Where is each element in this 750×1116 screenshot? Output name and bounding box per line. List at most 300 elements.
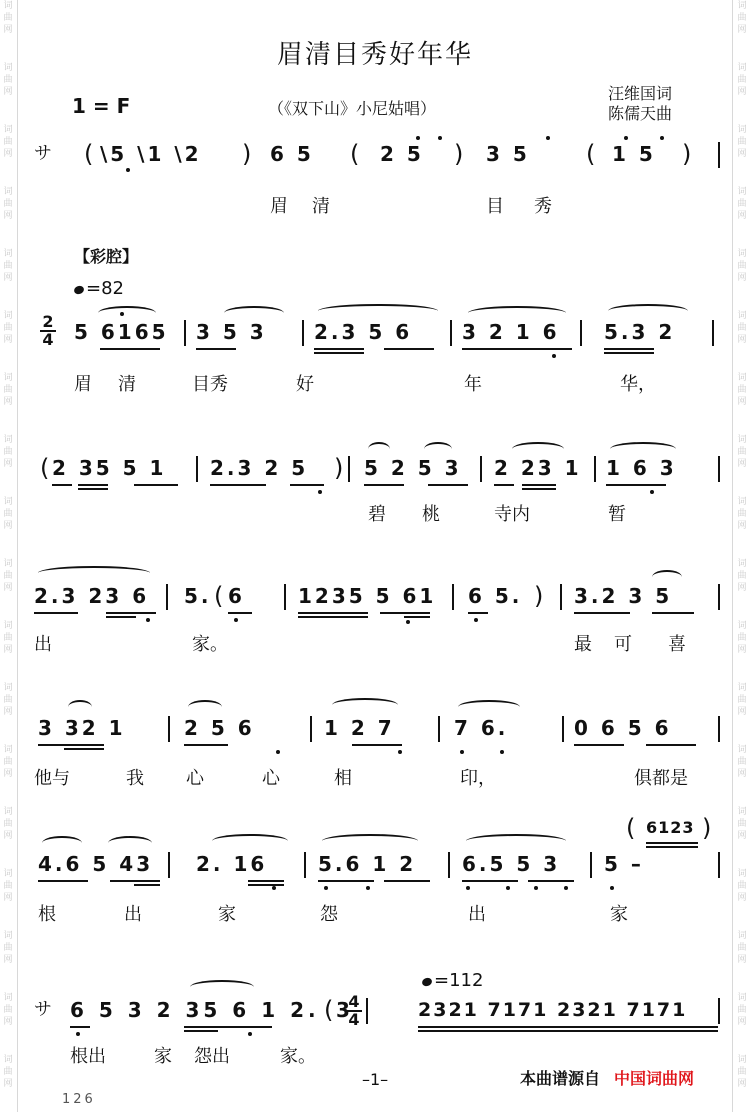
watermark-char: 网 xyxy=(3,707,13,717)
watermark-char: 词 xyxy=(737,559,747,569)
measure: 1 5 xyxy=(612,142,656,166)
watermark-char: 词 xyxy=(737,807,747,817)
slur xyxy=(190,980,254,994)
watermark-char: 网 xyxy=(3,273,13,283)
underline xyxy=(248,884,284,886)
watermark-char: 词 xyxy=(3,807,13,817)
slur xyxy=(466,834,566,848)
watermark-char: 词 xyxy=(737,621,747,631)
underline xyxy=(78,484,108,486)
measure: 2 23 1 xyxy=(494,456,582,480)
barline xyxy=(594,456,596,482)
underline xyxy=(34,612,78,614)
measure: 3.2 3 5 xyxy=(574,584,673,608)
lyric: 家。 xyxy=(280,1046,316,1067)
high-dot xyxy=(416,136,420,140)
song-title: 眉清目秀好年华 xyxy=(276,40,473,70)
underline xyxy=(462,880,518,882)
watermark-char: 词 xyxy=(3,993,13,1003)
measure: 5.3 2 xyxy=(604,320,676,344)
watermark-char: 曲 xyxy=(737,385,747,395)
measure: 5 2 5 3 xyxy=(364,456,462,480)
watermark-char: 曲 xyxy=(737,819,747,829)
right-margin-line xyxy=(732,0,733,1112)
barline xyxy=(712,320,714,346)
left-watermark xyxy=(0,0,16,1116)
underline xyxy=(462,348,572,350)
barline xyxy=(718,584,720,610)
barline xyxy=(718,456,720,482)
lyrics-line-4 xyxy=(34,630,724,656)
barline xyxy=(168,852,170,878)
barline xyxy=(366,998,368,1024)
lyric: 最 xyxy=(574,634,592,655)
watermark-char: 网 xyxy=(737,707,747,717)
watermark-char: 网 xyxy=(737,397,747,407)
lyric: 根 xyxy=(38,904,56,925)
measure: 7 6. xyxy=(454,716,509,740)
underline xyxy=(196,348,236,350)
watermark-char: 曲 xyxy=(3,571,13,581)
low-dot xyxy=(76,1032,80,1036)
watermark-char: 曲 xyxy=(737,881,747,891)
underline xyxy=(110,880,160,882)
measure: 6 5. xyxy=(468,584,523,608)
barline xyxy=(284,584,286,610)
open-paren: ( xyxy=(350,140,360,168)
watermark-char: 网 xyxy=(3,893,13,903)
underline xyxy=(574,744,624,746)
low-dot xyxy=(466,886,470,890)
measure: 3 5 xyxy=(486,142,530,166)
watermark-char: 网 xyxy=(737,87,747,97)
watermark-char: 网 xyxy=(3,149,13,159)
high-dot xyxy=(660,136,664,140)
source-credit xyxy=(520,1066,694,1089)
measure: 3 32 1 xyxy=(38,716,126,740)
lyrics-line-3 xyxy=(34,500,724,526)
lyrics-line-6 xyxy=(34,900,724,926)
lyric: 眉 xyxy=(74,374,92,395)
score-row-4 xyxy=(34,580,724,612)
watermark-char: 网 xyxy=(3,335,13,345)
slur xyxy=(212,834,288,848)
underline xyxy=(134,484,178,486)
underline xyxy=(646,744,696,746)
watermark-char: 词 xyxy=(3,125,13,135)
tempo-value: =112 xyxy=(434,970,484,991)
watermark-char: 曲 xyxy=(3,695,13,705)
underline xyxy=(314,352,364,354)
low-dot xyxy=(564,886,568,890)
low-dot xyxy=(126,168,130,172)
slur xyxy=(424,442,452,456)
watermark-char: 曲 xyxy=(3,757,13,767)
watermark-char: 网 xyxy=(737,459,747,469)
watermark-char: 网 xyxy=(737,645,747,655)
underline xyxy=(468,612,488,614)
watermark-char: 网 xyxy=(3,769,13,779)
watermark-char: 网 xyxy=(3,87,13,97)
measure: 2.3 2 5 xyxy=(210,456,309,480)
left-margin-line xyxy=(17,0,18,1112)
time-sig-bottom: 4 xyxy=(40,330,56,348)
open-paren: ( xyxy=(40,454,50,482)
slur xyxy=(322,834,418,848)
measure: 2321 7171 2321 7171 xyxy=(418,999,688,1021)
watermark-char: 词 xyxy=(737,435,747,445)
watermark-char: 词 xyxy=(737,373,747,383)
open-paren: ( xyxy=(324,996,334,1024)
underline xyxy=(64,748,104,750)
watermark-char: 词 xyxy=(737,187,747,197)
ornament-notes: 6123 xyxy=(646,818,695,837)
underline xyxy=(646,846,698,848)
measure: 6 5 3 2 35 6 1 2. xyxy=(70,998,320,1022)
low-dot xyxy=(272,886,276,890)
underline xyxy=(418,1026,718,1028)
watermark-char: 曲 xyxy=(3,137,13,147)
watermark-char: 网 xyxy=(737,1017,747,1027)
barline xyxy=(718,852,720,878)
underline xyxy=(106,612,156,614)
measure: 2 5 xyxy=(380,142,424,166)
slur xyxy=(224,306,284,320)
source-label: 本曲谱源自 xyxy=(520,1069,601,1088)
underline xyxy=(298,616,368,618)
underline xyxy=(428,484,468,486)
lyric: 清 xyxy=(312,196,330,217)
underline xyxy=(290,484,324,486)
measure: 2.3 23 6 xyxy=(34,584,150,608)
watermark-char: 曲 xyxy=(3,13,13,23)
barline xyxy=(718,998,720,1024)
measure: 4.6 5 43 xyxy=(38,852,154,876)
underline xyxy=(646,842,698,844)
watermark-char: 曲 xyxy=(737,137,747,147)
watermark-char: 曲 xyxy=(737,633,747,643)
right-watermark xyxy=(734,0,750,1116)
watermark-char: 曲 xyxy=(3,75,13,85)
underline xyxy=(604,352,654,354)
watermark-char: 词 xyxy=(3,869,13,879)
score-row-1 xyxy=(34,138,724,170)
watermark-char: 词 xyxy=(3,311,13,321)
lyric: 喜 xyxy=(668,634,686,655)
watermark-char: 曲 xyxy=(737,447,747,457)
lyric: 怨 xyxy=(320,904,338,925)
watermark-char: 网 xyxy=(3,645,13,655)
slur xyxy=(318,304,438,318)
underline xyxy=(38,744,104,746)
slur xyxy=(332,698,398,712)
lyrics-line-2 xyxy=(34,370,724,396)
watermark-char: 曲 xyxy=(737,13,747,23)
underline xyxy=(404,616,430,618)
lyric: 根出 xyxy=(70,1046,106,1067)
cut-off-text: 126 xyxy=(62,1092,96,1107)
underline xyxy=(522,484,556,486)
low-dot xyxy=(318,490,322,494)
watermark-char: 曲 xyxy=(737,75,747,85)
high-dot xyxy=(120,312,124,316)
barline xyxy=(196,456,198,482)
underline xyxy=(248,880,284,882)
lyric: 相 xyxy=(334,768,352,789)
watermark-char: 曲 xyxy=(737,757,747,767)
underline xyxy=(106,616,136,618)
measure: 2.3 5 6 xyxy=(314,320,413,344)
barline xyxy=(304,852,306,878)
watermark-char: 词 xyxy=(737,125,747,135)
close-paren: ) xyxy=(682,140,692,168)
measure: 3 2 1 6 xyxy=(462,320,560,344)
watermark-char: 曲 xyxy=(737,509,747,519)
lyric: 清 xyxy=(118,374,136,395)
watermark-char: 网 xyxy=(3,831,13,841)
underline xyxy=(418,1030,718,1032)
lyric: 桃 xyxy=(422,504,440,525)
tempo-mark-1 xyxy=(74,278,124,299)
measure: 5. xyxy=(184,584,212,608)
barline xyxy=(480,456,482,482)
measure: 6.5 5 3 xyxy=(462,852,561,876)
lyrics-line-5 xyxy=(34,764,724,790)
watermark-char: 曲 xyxy=(3,943,13,953)
watermark-char: 曲 xyxy=(3,633,13,643)
watermark-char: 网 xyxy=(737,831,747,841)
watermark-char: 词 xyxy=(737,1,747,11)
slur xyxy=(458,700,520,714)
watermark-char: 词 xyxy=(737,497,747,507)
underline xyxy=(652,612,694,614)
watermark-char: 网 xyxy=(3,25,13,35)
lyric: 家 xyxy=(218,904,236,925)
underline xyxy=(604,348,654,350)
underline xyxy=(314,348,364,350)
watermark-char: 网 xyxy=(3,397,13,407)
watermark-char: 网 xyxy=(3,521,13,531)
measure: 3 xyxy=(336,998,353,1022)
watermark-char: 网 xyxy=(3,459,13,469)
underline xyxy=(384,348,434,350)
open-paren: ( xyxy=(214,582,224,610)
lyric: 家 xyxy=(154,1046,172,1067)
lyric: 出 xyxy=(34,634,52,655)
underline xyxy=(184,1026,272,1028)
watermark-char: 词 xyxy=(3,1055,13,1065)
open-paren: ( xyxy=(586,140,596,168)
watermark-char: 词 xyxy=(737,745,747,755)
watermark-char: 网 xyxy=(737,273,747,283)
low-dot xyxy=(552,354,556,358)
underline xyxy=(184,744,228,746)
quarter-note-icon xyxy=(73,285,85,296)
measure: 2 5 6 xyxy=(184,716,255,740)
watermark-char: 曲 xyxy=(737,199,747,209)
underline xyxy=(318,880,374,882)
underline xyxy=(70,1026,90,1028)
lyric: 我 xyxy=(126,768,144,789)
close-paren: ) xyxy=(702,814,712,842)
time-sig-top: 4 xyxy=(348,992,360,1011)
watermark-char: 曲 xyxy=(737,1067,747,1077)
watermark-char: 网 xyxy=(737,1079,747,1089)
watermark-char: 词 xyxy=(737,931,747,941)
lyric: 寺内 xyxy=(494,504,530,525)
lyric: 可 xyxy=(614,634,632,655)
high-dot xyxy=(438,136,442,140)
underline xyxy=(494,484,514,486)
watermark-char: 曲 xyxy=(737,695,747,705)
time-sig-top: 2 xyxy=(42,312,54,331)
time-sig-bottom: 4 xyxy=(346,1010,362,1028)
watermark-char: 曲 xyxy=(3,1005,13,1015)
underline xyxy=(298,612,368,614)
low-dot xyxy=(500,750,504,754)
watermark-char: 词 xyxy=(3,745,13,755)
lyric: 家 xyxy=(610,904,628,925)
underline xyxy=(78,488,108,490)
barline xyxy=(580,320,582,346)
measure: 3 5 3 xyxy=(196,320,267,344)
watermark-char: 曲 xyxy=(737,571,747,581)
watermark-char: 曲 xyxy=(3,509,13,519)
lyric: 年 xyxy=(464,374,482,395)
measure: 1235 5 61 xyxy=(298,584,437,608)
watermark-char: 词 xyxy=(3,621,13,631)
watermark-char: 网 xyxy=(737,583,747,593)
lyric: 好 xyxy=(296,374,314,395)
lyric: 家。 xyxy=(192,634,228,655)
barline xyxy=(348,456,350,482)
lyric: 他与 xyxy=(34,768,70,789)
watermark-char: 网 xyxy=(737,521,747,531)
lyrics-line-7 xyxy=(34,1042,724,1068)
slur xyxy=(68,700,92,714)
watermark-char: 网 xyxy=(737,335,747,345)
measure: 6 xyxy=(228,584,245,608)
measure: 0 6 5 6 xyxy=(574,716,672,740)
barline xyxy=(718,716,720,742)
watermark-char: 曲 xyxy=(737,261,747,271)
watermark-char: 曲 xyxy=(3,385,13,395)
page-number: –1– xyxy=(362,1070,389,1089)
barline xyxy=(450,320,452,346)
watermark-char: 曲 xyxy=(737,943,747,953)
measure: \5 \1 \2 xyxy=(100,142,202,166)
watermark-char: 词 xyxy=(3,187,13,197)
time-signature-4-4 xyxy=(346,994,362,1028)
underline xyxy=(228,612,252,614)
watermark-char: 词 xyxy=(737,683,747,693)
measure: 6 5 xyxy=(270,142,314,166)
barline xyxy=(562,716,564,742)
low-dot xyxy=(248,1032,252,1036)
lyric: 印， xyxy=(460,768,496,789)
lyrics-line-1 xyxy=(34,192,724,218)
lyric: 秀 xyxy=(534,196,552,217)
measure: 1 2 7 xyxy=(324,716,395,740)
lyric: 碧 xyxy=(368,504,386,525)
low-dot xyxy=(398,750,402,754)
measure: 5 6165 xyxy=(74,320,169,344)
close-paren: ) xyxy=(454,140,464,168)
low-dot xyxy=(276,750,280,754)
watermark-char: 词 xyxy=(737,869,747,879)
quarter-note-icon xyxy=(421,977,433,988)
underline xyxy=(380,612,430,614)
lyric: 华， xyxy=(620,374,656,395)
underline xyxy=(52,484,72,486)
lyric: 目 xyxy=(486,196,504,217)
watermark-char: 词 xyxy=(3,497,13,507)
low-dot xyxy=(506,886,510,890)
low-dot xyxy=(610,886,614,890)
open-paren: ( xyxy=(84,140,94,168)
underline xyxy=(528,880,574,882)
site-link[interactable]: 中国词曲网 xyxy=(614,1069,695,1088)
close-paren: ) xyxy=(242,140,252,168)
underline xyxy=(38,880,88,882)
watermark-char: 曲 xyxy=(3,199,13,209)
barline xyxy=(184,320,186,346)
high-dot xyxy=(546,136,550,140)
barline xyxy=(438,716,440,742)
watermark-char: 曲 xyxy=(3,819,13,829)
lyric: 俱都是 xyxy=(634,768,688,789)
slur xyxy=(610,442,676,456)
lyric: 出 xyxy=(468,904,486,925)
watermark-char: 网 xyxy=(737,211,747,221)
watermark-char: 网 xyxy=(3,583,13,593)
low-dot xyxy=(146,618,150,622)
subtitle: （《双下山》小尼姑唱） xyxy=(268,99,437,118)
watermark-char: 网 xyxy=(737,893,747,903)
open-paren: ( xyxy=(626,814,636,842)
measure: 1 6 3 xyxy=(606,456,677,480)
watermark-char: 词 xyxy=(737,63,747,73)
high-dot xyxy=(624,136,628,140)
slur xyxy=(608,304,688,318)
slur xyxy=(512,442,564,456)
low-dot xyxy=(324,886,328,890)
slur xyxy=(652,570,682,584)
watermark-char: 曲 xyxy=(3,323,13,333)
composer: 陈儒天曲 xyxy=(608,104,673,123)
low-dot xyxy=(234,618,238,622)
low-dot xyxy=(474,618,478,622)
lyricist: 汪维国词 xyxy=(608,84,673,103)
underline xyxy=(574,612,630,614)
barline xyxy=(560,584,562,610)
watermark-char: 词 xyxy=(3,559,13,569)
slur xyxy=(188,700,222,714)
watermark-char: 网 xyxy=(737,149,747,159)
score-row-5 xyxy=(34,712,724,744)
watermark-char: 词 xyxy=(3,435,13,445)
barline xyxy=(302,320,304,346)
lyric: 目秀 xyxy=(192,374,228,395)
underline xyxy=(606,484,666,486)
watermark-char: 网 xyxy=(3,1079,13,1089)
low-dot xyxy=(534,886,538,890)
watermark-char: 网 xyxy=(3,211,13,221)
section-tag: 【彩腔】 xyxy=(74,247,139,266)
close-paren: ) xyxy=(534,582,544,610)
slur xyxy=(108,836,152,850)
score-row-7 xyxy=(34,994,724,1026)
